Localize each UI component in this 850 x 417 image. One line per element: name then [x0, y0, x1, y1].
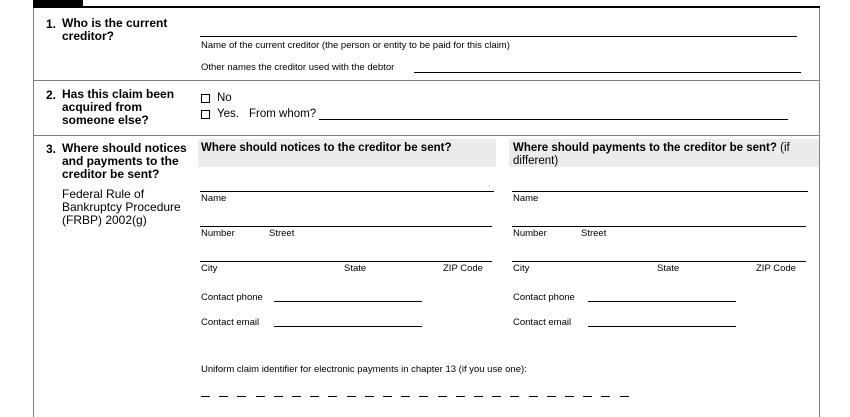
creditor-name-label: Name of the current creditor (the person or entity to be paid for this claim): [201, 40, 510, 51]
frbp-note: Federal Rule of Bankruptcy Procedure (FRBP) 2002(g): [62, 187, 181, 227]
q3-question: Where should notices and payments to the creditor be sent?: [62, 141, 187, 181]
payments-name-field[interactable]: [512, 191, 808, 192]
no-checkbox[interactable]: [201, 94, 210, 103]
payments-zip-label: ZIP Code: [756, 263, 796, 274]
q1-question: Who is the current creditor?: [62, 16, 168, 43]
notices-phone-label: Contact phone: [201, 292, 263, 303]
divider-q2-q3: [33, 135, 820, 136]
uci-label: Uniform claim identifier for electronic payments in chapter 13 (if you use one):: [201, 364, 527, 375]
left-border: [33, 8, 34, 417]
q3-number: 3.: [46, 142, 57, 156]
uci-digit-blank[interactable]: [547, 396, 556, 397]
notices-city-label: City: [201, 263, 218, 274]
notices-street-field[interactable]: [200, 226, 492, 227]
uci-digit-blank[interactable]: [474, 396, 483, 397]
payments-email-label: Contact email: [513, 317, 572, 328]
uci-digit-blank[interactable]: [492, 396, 501, 397]
uci-digit-blank[interactable]: [583, 396, 592, 397]
notices-email-label: Contact email: [201, 317, 260, 328]
notices-state-label: State: [344, 263, 367, 274]
uci-digit-blank[interactable]: [383, 396, 392, 397]
uci-digit-blank[interactable]: [201, 396, 210, 397]
payments-number-label: Number: [513, 228, 547, 239]
payments-phone-field[interactable]: [588, 301, 736, 302]
payments-email-field[interactable]: [588, 326, 736, 327]
notices-header: Where should notices to the creditor be sent?: [201, 142, 452, 154]
q2-question: Has this claim been acquired from someone else?: [62, 87, 175, 127]
payments-street-label: Street: [581, 228, 607, 239]
creditor-name-field[interactable]: [200, 36, 797, 37]
q1-number: 1.: [46, 17, 57, 31]
payments-state-label: State: [657, 263, 680, 274]
payments-name-label: Name: [513, 193, 539, 204]
uci-digit-blank[interactable]: [529, 396, 538, 397]
uci-digit-blank[interactable]: [510, 396, 519, 397]
payments-street-field[interactable]: [512, 226, 806, 227]
uci-digit-blank[interactable]: [328, 396, 337, 397]
uci-digit-blank[interactable]: [620, 396, 629, 397]
payments-header: [513, 142, 813, 168]
uci-digit-blank[interactable]: [365, 396, 374, 397]
notices-city-field[interactable]: [200, 261, 492, 262]
uci-digit-blank[interactable]: [601, 396, 610, 397]
uci-digit-blank[interactable]: [347, 396, 356, 397]
uci-digit-blank[interactable]: [292, 396, 301, 397]
uci-digit-blank[interactable]: [274, 396, 283, 397]
uci-digit-blank[interactable]: [565, 396, 574, 397]
uci-digit-blank[interactable]: [310, 396, 319, 397]
uci-digit-blank[interactable]: [438, 396, 447, 397]
notices-zip-label: ZIP Code: [443, 263, 483, 274]
payments-city-label: City: [513, 263, 530, 274]
payments-phone-label: Contact phone: [513, 292, 575, 303]
other-names-field[interactable]: [414, 72, 801, 73]
payments-header-suffix: (if different): [513, 142, 790, 167]
notices-number-label: Number: [201, 228, 235, 239]
uci-digit-blank[interactable]: [401, 396, 410, 397]
other-names-label: Other names the creditor used with the debtor: [201, 62, 395, 73]
q2-number: 2.: [46, 88, 57, 102]
notices-phone-field[interactable]: [274, 301, 422, 302]
section-top-rule: [33, 6, 820, 8]
notices-street-label: Street: [269, 228, 295, 239]
yes-checkbox[interactable]: [201, 110, 210, 119]
uci-digit-blank[interactable]: [256, 396, 265, 397]
notices-name-field[interactable]: [200, 191, 494, 192]
divider-q1-q2: [33, 80, 820, 81]
right-border: [819, 8, 820, 417]
payments-header-text: Where should payments to the creditor be sent?: [513, 142, 777, 154]
notices-email-field[interactable]: [274, 326, 422, 327]
uci-digit-blank[interactable]: [419, 396, 428, 397]
from-whom-label: From whom?: [249, 108, 317, 120]
no-option-label: No: [217, 92, 232, 104]
uci-digit-blank[interactable]: [237, 396, 246, 397]
uci-digit-blank[interactable]: [219, 396, 228, 397]
from-whom-field[interactable]: [319, 119, 788, 120]
uci-digit-blank[interactable]: [456, 396, 465, 397]
notices-name-label: Name: [201, 193, 227, 204]
payments-city-field[interactable]: [512, 261, 806, 262]
yes-option-label: Yes.: [217, 108, 239, 120]
